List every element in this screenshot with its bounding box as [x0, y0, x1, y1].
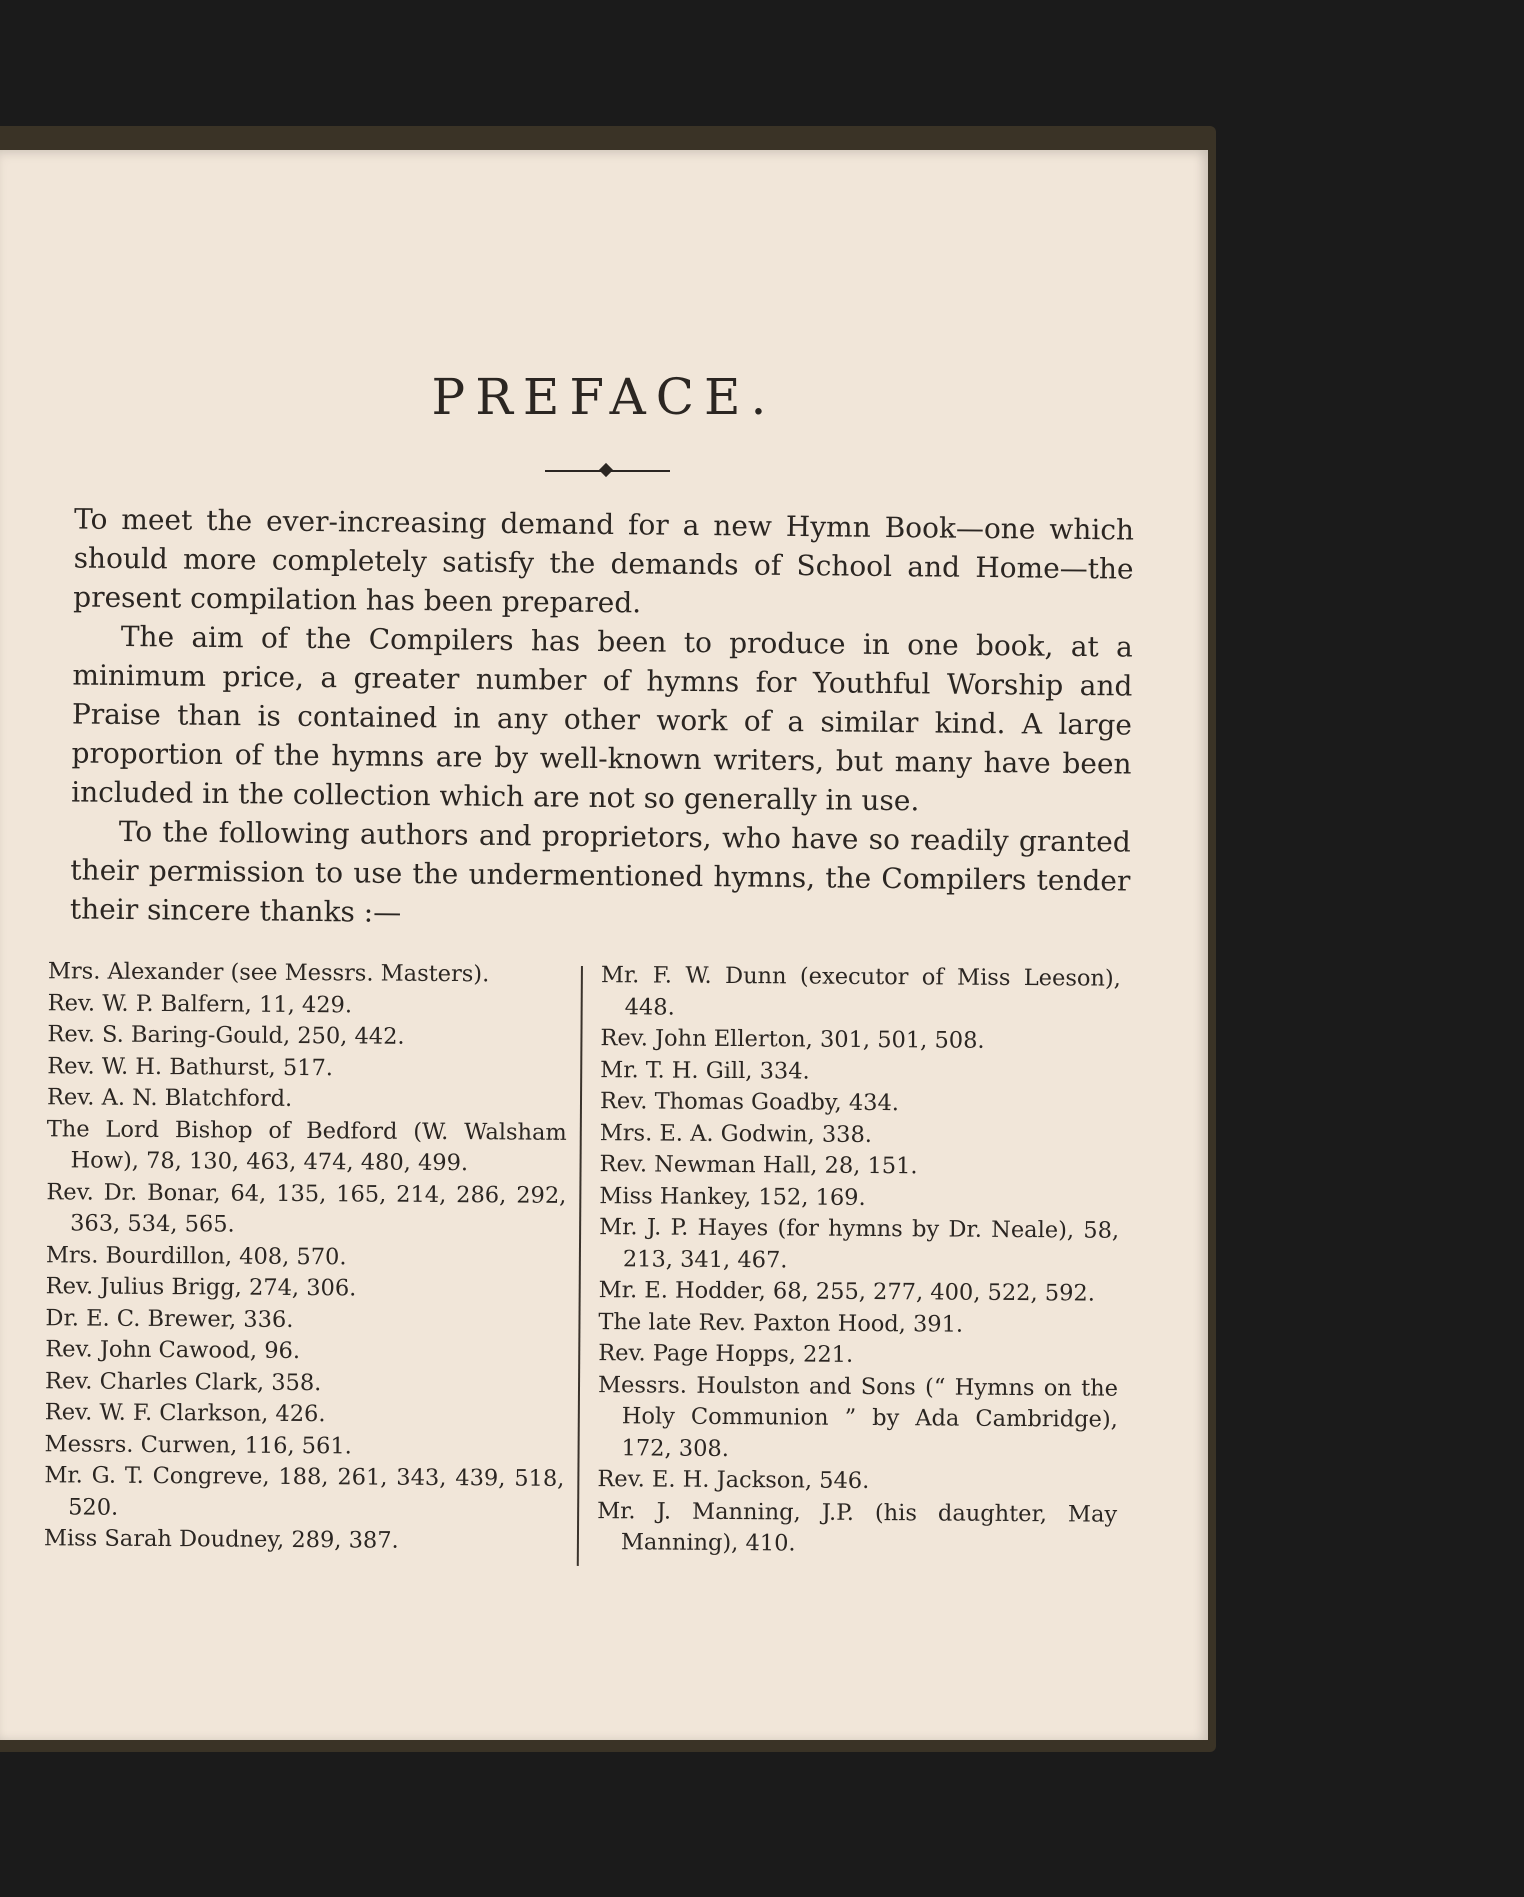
list-item: Rev. Thomas Goadby, 434.: [599, 1088, 900, 1117]
list-item: Rev. John Ellerton, 301, 501, 508.: [600, 1025, 985, 1054]
list-item: Mrs. Alexander (see Messrs. Masters).: [47, 958, 490, 988]
list-item: The late Rev. Paxton Hood, 391.: [598, 1308, 964, 1338]
preface-text: [70, 499, 1134, 939]
list-item: Mr. E. Hodder, 68, 255, 277, 400, 522, 592.: [598, 1277, 1096, 1307]
list-item: Rev. Charles Clark, 358.: [44, 1367, 322, 1396]
list-item: Miss Sarah Doudney, 289, 387.: [43, 1525, 399, 1554]
list-item: Rev. E. H. Jackson, 546.: [597, 1466, 870, 1494]
paragraph-2: The aim of the Compilers has been to produce in one book, at a minimum price, a greater number of hymns for Youthful Worship and Praise than is contained in any other work of a similar kind. A large proportion of the hymns are by well-known writers, but many have been included in the collection which are not so generally in use.: [71, 619, 1133, 818]
list-item: Mr. J. Manning, J.P. (his daughter, May Manning), 410.: [597, 1497, 1118, 1557]
diamond-ornament-icon: [599, 463, 613, 477]
list-item: Rev. Newman Hall, 28, 151.: [599, 1151, 918, 1180]
paragraph-3: To the following authors and proprietors, who have so readily granted their permission to use the undermentioned hymns, the Compilers tender their sincere thanks :—: [69, 814, 1131, 929]
list-item: Mr. T. H. Gill, 334.: [600, 1056, 810, 1085]
list-item: Rev. W. P. Balfern, 11, 429.: [47, 989, 353, 1018]
list-item: Miss Hankey, 152, 169.: [599, 1182, 866, 1211]
page-title: PREFACE.: [431, 368, 777, 426]
list-item: Rev. Julius Brigg, 274, 306.: [45, 1273, 357, 1302]
list-item: Rev. W. F. Clarkson, 426.: [44, 1399, 326, 1428]
list-item: Messrs. Houlston and Sons (“ Hymns on the Holy Communion ” by Ada Cambridge), 172, 308.: [597, 1371, 1119, 1462]
list-item: Rev. John Cawood, 96.: [45, 1336, 301, 1364]
column-divider: [577, 966, 583, 1566]
list-item: Messrs. Curwen, 116, 561.: [44, 1430, 352, 1459]
list-item: Rev. Dr. Bonar, 64, 135, 165, 214, 286, 292, 363, 534, 565.: [46, 1178, 567, 1238]
list-item: The Lord Bishop of Bedford (W. Walsham How), 78, 130, 463, 474, 480, 499.: [46, 1115, 567, 1177]
list-item: Rev. A. N. Blatchford.: [46, 1084, 293, 1112]
acknowledgements: [43, 956, 1128, 1557]
list-item: Mr. F. W. Dunn (executor of Miss Leeson), 448.: [600, 962, 1121, 1021]
title-ornament: [545, 470, 670, 472]
paragraph-1: To meet the ever-increasing demand for a new Hymn Book—one which should more completely satisfy the demands of School and Home—the present compilation has been prepared.: [73, 502, 1135, 620]
book-page: [0, 150, 1208, 1740]
list-item: Dr. E. C. Brewer, 336.: [45, 1304, 294, 1333]
list-item: Mrs. Bourdillon, 408, 570.: [45, 1241, 347, 1270]
list-item: Rev. S. Baring-Gould, 250, 442.: [47, 1021, 405, 1050]
acknowledgements-left-column: [44, 956, 568, 1558]
list-item: Mr. J. P. Hayes (for hymns by Dr. Neale), 58, 213, 341, 467.: [599, 1214, 1120, 1273]
list-item: Rev. Page Hopps, 221.: [598, 1340, 854, 1368]
acknowledgements-right-column: [589, 960, 1121, 1562]
list-item: Rev. W. H. Bathurst, 517.: [47, 1052, 334, 1081]
list-item: Mr. G. T. Congreve, 188, 261, 343, 439, 518, 520.: [44, 1462, 565, 1521]
list-item: Mrs. E. A. Godwin, 338.: [599, 1119, 873, 1148]
